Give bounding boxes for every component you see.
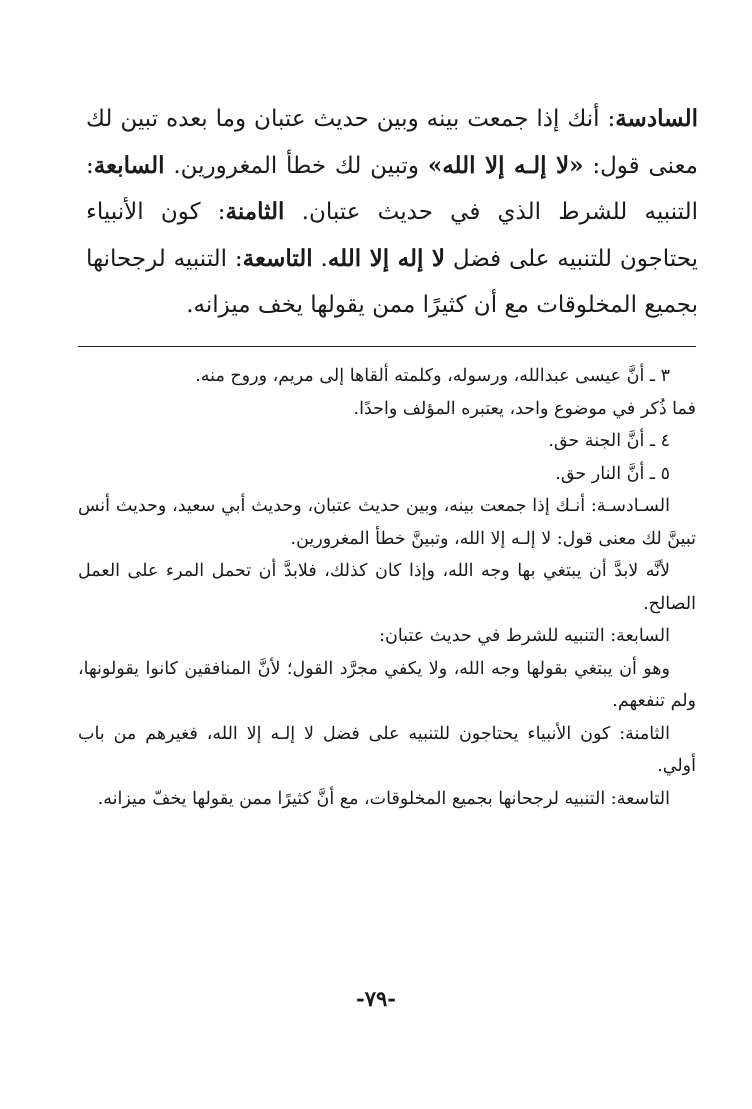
footnote-paragraph: الثامنة: كون الأنبياء يحتاجون للتنبيه على فضل لا إلـه إلا الله، فغيرهم من باب أولي. — [78, 723, 696, 776]
text-sixth: : أنك إذا جمعت بينه وبين حديث عتبان وما بعده تبين لك معنى قول: — [86, 106, 698, 179]
footnote-paragraph: التاسعة: التنبيه لرجحانها بجميع المخلوقات، مع أنَّ كثيرًا ممن يقولها يخفّ ميزانه. — [97, 788, 670, 809]
page-number: -٧٩- — [356, 986, 396, 1011]
keyword-sixth: السادسة — [615, 105, 698, 132]
footnote-paragraph: لأنَّه لابدَّ أن يبتغي بها وجه الله، وإذا كان كذلك، فلابدَّ أن تحمل المرء على العمل الصالح. — [78, 561, 696, 614]
footnote-paragraph: السـادسـة: أنـك إذا جمعت بينه، وبين حديث عتبان، وحديث أبي سعيد، وحديث أنس تبينَّ لك معنى قول: لا إلـه إلا الله، وتبينَّ خطأ المغرورين. — [78, 496, 696, 549]
text-seventh: : التنبيه للشرط الذي في حديث عتبان. — [86, 152, 698, 225]
keyword-eighth: الثامنة — [225, 198, 285, 225]
keyword-seventh: السابعة — [93, 151, 165, 179]
text-sixth-end: وتبين لك خطأ المغرورين. — [164, 152, 428, 179]
footnote-line: ٥ ـ أنَّ النار حق. — [555, 463, 670, 484]
footnote-line: فما ذُكر في موضوع واحد، يعتبره المؤلف واحدًا. — [353, 398, 696, 419]
keyword-ninth: التاسعة — [242, 244, 313, 272]
footnote-line: السابعة: التنبيه للشرط في حديث عتبان: — [379, 626, 670, 646]
footnote-separator — [78, 346, 696, 347]
text-eighth-end: . — [312, 245, 328, 272]
footnote-paragraph: وهو أن يبتغي بقولها وجه الله، ولا يكفي مجرَّد القول؛ لأنَّ المنافقين كانوا يقولونها، ولم تنفعهم. — [78, 658, 696, 711]
footnote-line: ٤ ـ أنَّ الجنة حق. — [548, 431, 670, 451]
text-ninth: : التنبيه لرجحانها بجميع المخلوقات مع أن كثيرًا ممن يقولها يخف ميزانه. — [86, 245, 698, 318]
quote-tawheed: لا إله إلا الله — [327, 244, 446, 272]
footnotes-block — [78, 360, 696, 815]
footnote-line: ٣ ـ أنَّ عيسى عبدالله، ورسوله، وكلمته ألقاها إلى مريم، وروح منه. — [195, 366, 670, 386]
text-eighth: : كون الأنبياء يحتاجون للتنبيه على فضل — [86, 199, 699, 272]
quote-shahada: «لا إلـه إلا الله» — [427, 151, 584, 179]
main-text-block — [86, 96, 698, 329]
